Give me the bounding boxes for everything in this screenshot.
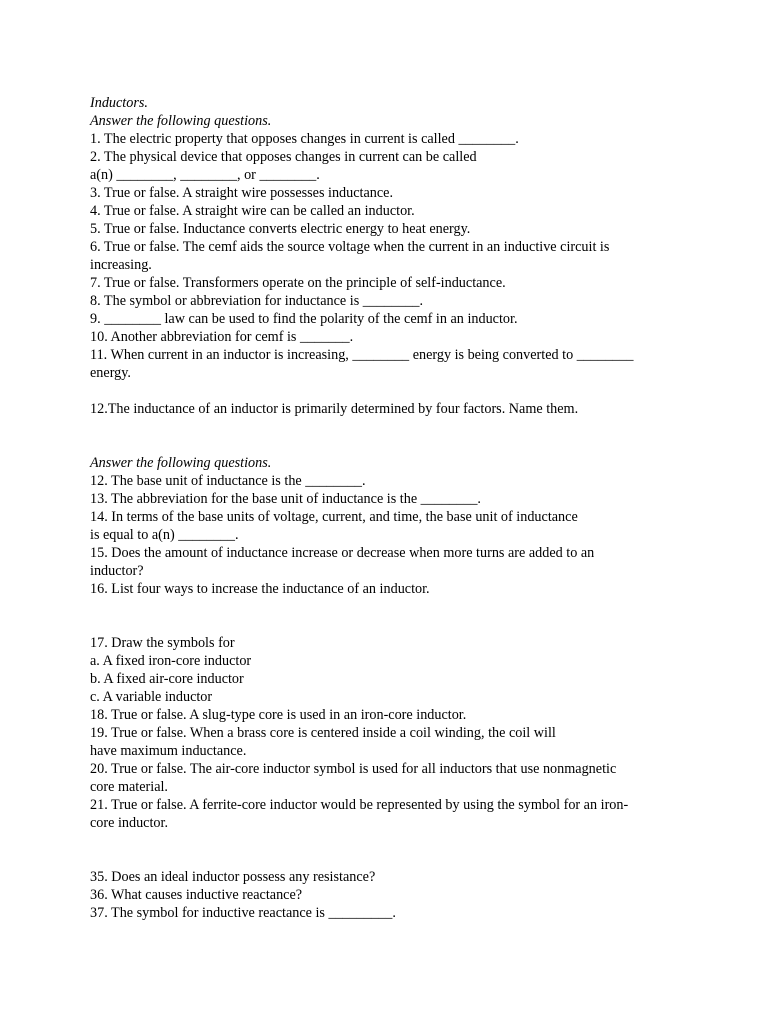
question-17c: c. A variable inductor (90, 689, 213, 705)
question-16: 16. List four ways to increase the inductance of an inductor. (90, 581, 430, 597)
question-12-factors: 12.The inductance of an inductor is primarily determined by four factors. Name them. (90, 401, 579, 417)
question-7: 7. True or false. Transformers operate on the principle of self-inductance. (90, 275, 506, 291)
section-base-units (90, 454, 680, 598)
question-12: 12. The base unit of inductance is the ________. (90, 473, 366, 489)
document-title: Inductors. (90, 95, 148, 111)
question-3: 3. True or false. A straight wire possesses inductance. (90, 185, 394, 201)
document-page (90, 94, 680, 922)
question-11-line-1: 11. When current in an inductor is increasing, ________ energy is being converted to ________ (90, 347, 634, 363)
question-11-line-2: energy. (90, 365, 131, 381)
question-2-line-2: a(n) ________, ________, or ________. (90, 167, 320, 183)
question-6-line-1: 6. True or false. The cemf aids the source voltage when the current in an inductive circuit is (90, 239, 610, 255)
section-inductors-intro (90, 94, 680, 418)
question-15-line-1: 15. Does the amount of inductance increase or decrease when more turns are added to an (90, 545, 595, 561)
question-2-line-1: 2. The physical device that opposes changes in current can be called (90, 149, 477, 165)
question-14-line-1: 14. In terms of the base units of voltage, current, and time, the base unit of inductance (90, 509, 578, 525)
question-10: 10. Another abbreviation for cemf is _______. (90, 329, 354, 345)
question-1: 1. The electric property that opposes changes in current is called ________. (90, 131, 519, 147)
section-reactance (90, 868, 680, 922)
question-37: 37. The symbol for inductive reactance is _________. (90, 905, 396, 921)
question-17b: b. A fixed air-core inductor (90, 671, 244, 687)
instruction-text: Answer the following questions. (90, 113, 272, 129)
question-4: 4. True or false. A straight wire can be called an inductor. (90, 203, 415, 219)
question-15-line-2: inductor? (90, 563, 144, 579)
question-20-line-2: core material. (90, 779, 168, 795)
spacer (90, 832, 680, 868)
spacer (90, 418, 680, 454)
question-6-line-2: increasing. (90, 257, 152, 273)
question-14-line-2: is equal to a(n) ________. (90, 527, 239, 543)
question-21-line-2: core inductor. (90, 815, 169, 831)
question-36: 36. What causes inductive reactance? (90, 887, 303, 903)
question-19-line-1: 19. True or false. When a brass core is centered inside a coil winding, the coil will (90, 725, 556, 741)
question-20-line-1: 20. True or false. The air-core inductor symbol is used for all inductors that use nonmagnetic (90, 761, 617, 777)
question-21-line-1: 21. True or false. A ferrite-core inductor would be represented by using the symbol for an iron- (90, 797, 629, 813)
question-17: 17. Draw the symbols for (90, 635, 235, 651)
instruction-text: Answer the following questions. (90, 455, 272, 471)
spacer (90, 382, 680, 400)
question-9: 9. ________ law can be used to find the polarity of the cemf in an inductor. (90, 311, 518, 327)
section-symbols (90, 634, 680, 832)
question-17a: a. A fixed iron-core inductor (90, 653, 252, 669)
question-13: 13. The abbreviation for the base unit of inductance is the ________. (90, 491, 481, 507)
spacer (90, 598, 680, 634)
question-8: 8. The symbol or abbreviation for inductance is ________. (90, 293, 424, 309)
question-35: 35. Does an ideal inductor possess any resistance? (90, 869, 376, 885)
question-19-line-2: have maximum inductance. (90, 743, 247, 759)
question-5: 5. True or false. Inductance converts electric energy to heat energy. (90, 221, 471, 237)
question-18: 18. True or false. A slug-type core is used in an iron-core inductor. (90, 707, 467, 723)
